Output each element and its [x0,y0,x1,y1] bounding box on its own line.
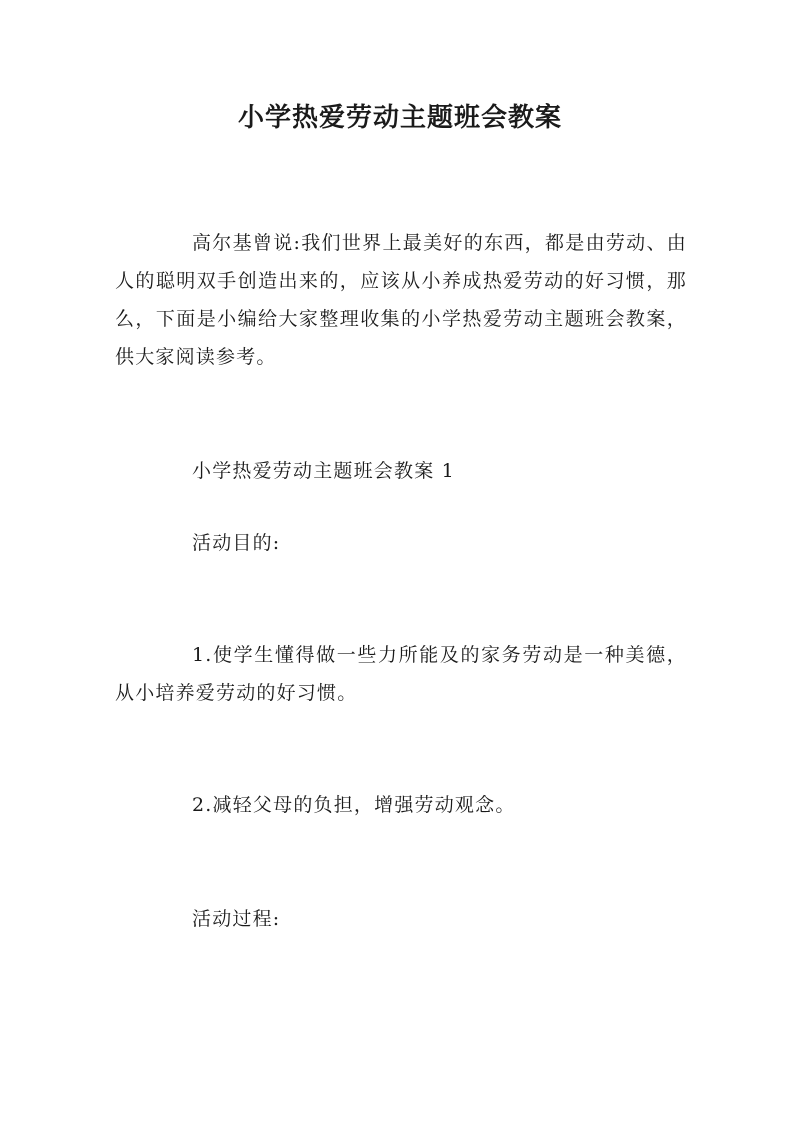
goal-label: 活动目的: [192,532,281,554]
document-title: 小学热爱劳动主题班会教案 [237,103,562,133]
goal-item-1: 1.使学生懂得做一些力所能及的家务劳动是一种美德，从小培养爱劳动的好习惯。 [115,644,687,704]
section-heading: 小学热爱劳动主题班会教案 1 [192,460,455,482]
process-label: 活动过程: [192,908,281,930]
goal-item-2: 2.减轻父母的负担，增强劳动观念。 [192,794,516,816]
intro-paragraph: 高尔基曾说:我们世界上最美好的东西，都是由劳动、由人的聪明双手创造出来的，应该从小养成热爱劳动的好习惯，那么，下面是小编给大家整理收集的小学热爱劳动主题班会教案，供大家阅读参考。 [115,232,687,368]
